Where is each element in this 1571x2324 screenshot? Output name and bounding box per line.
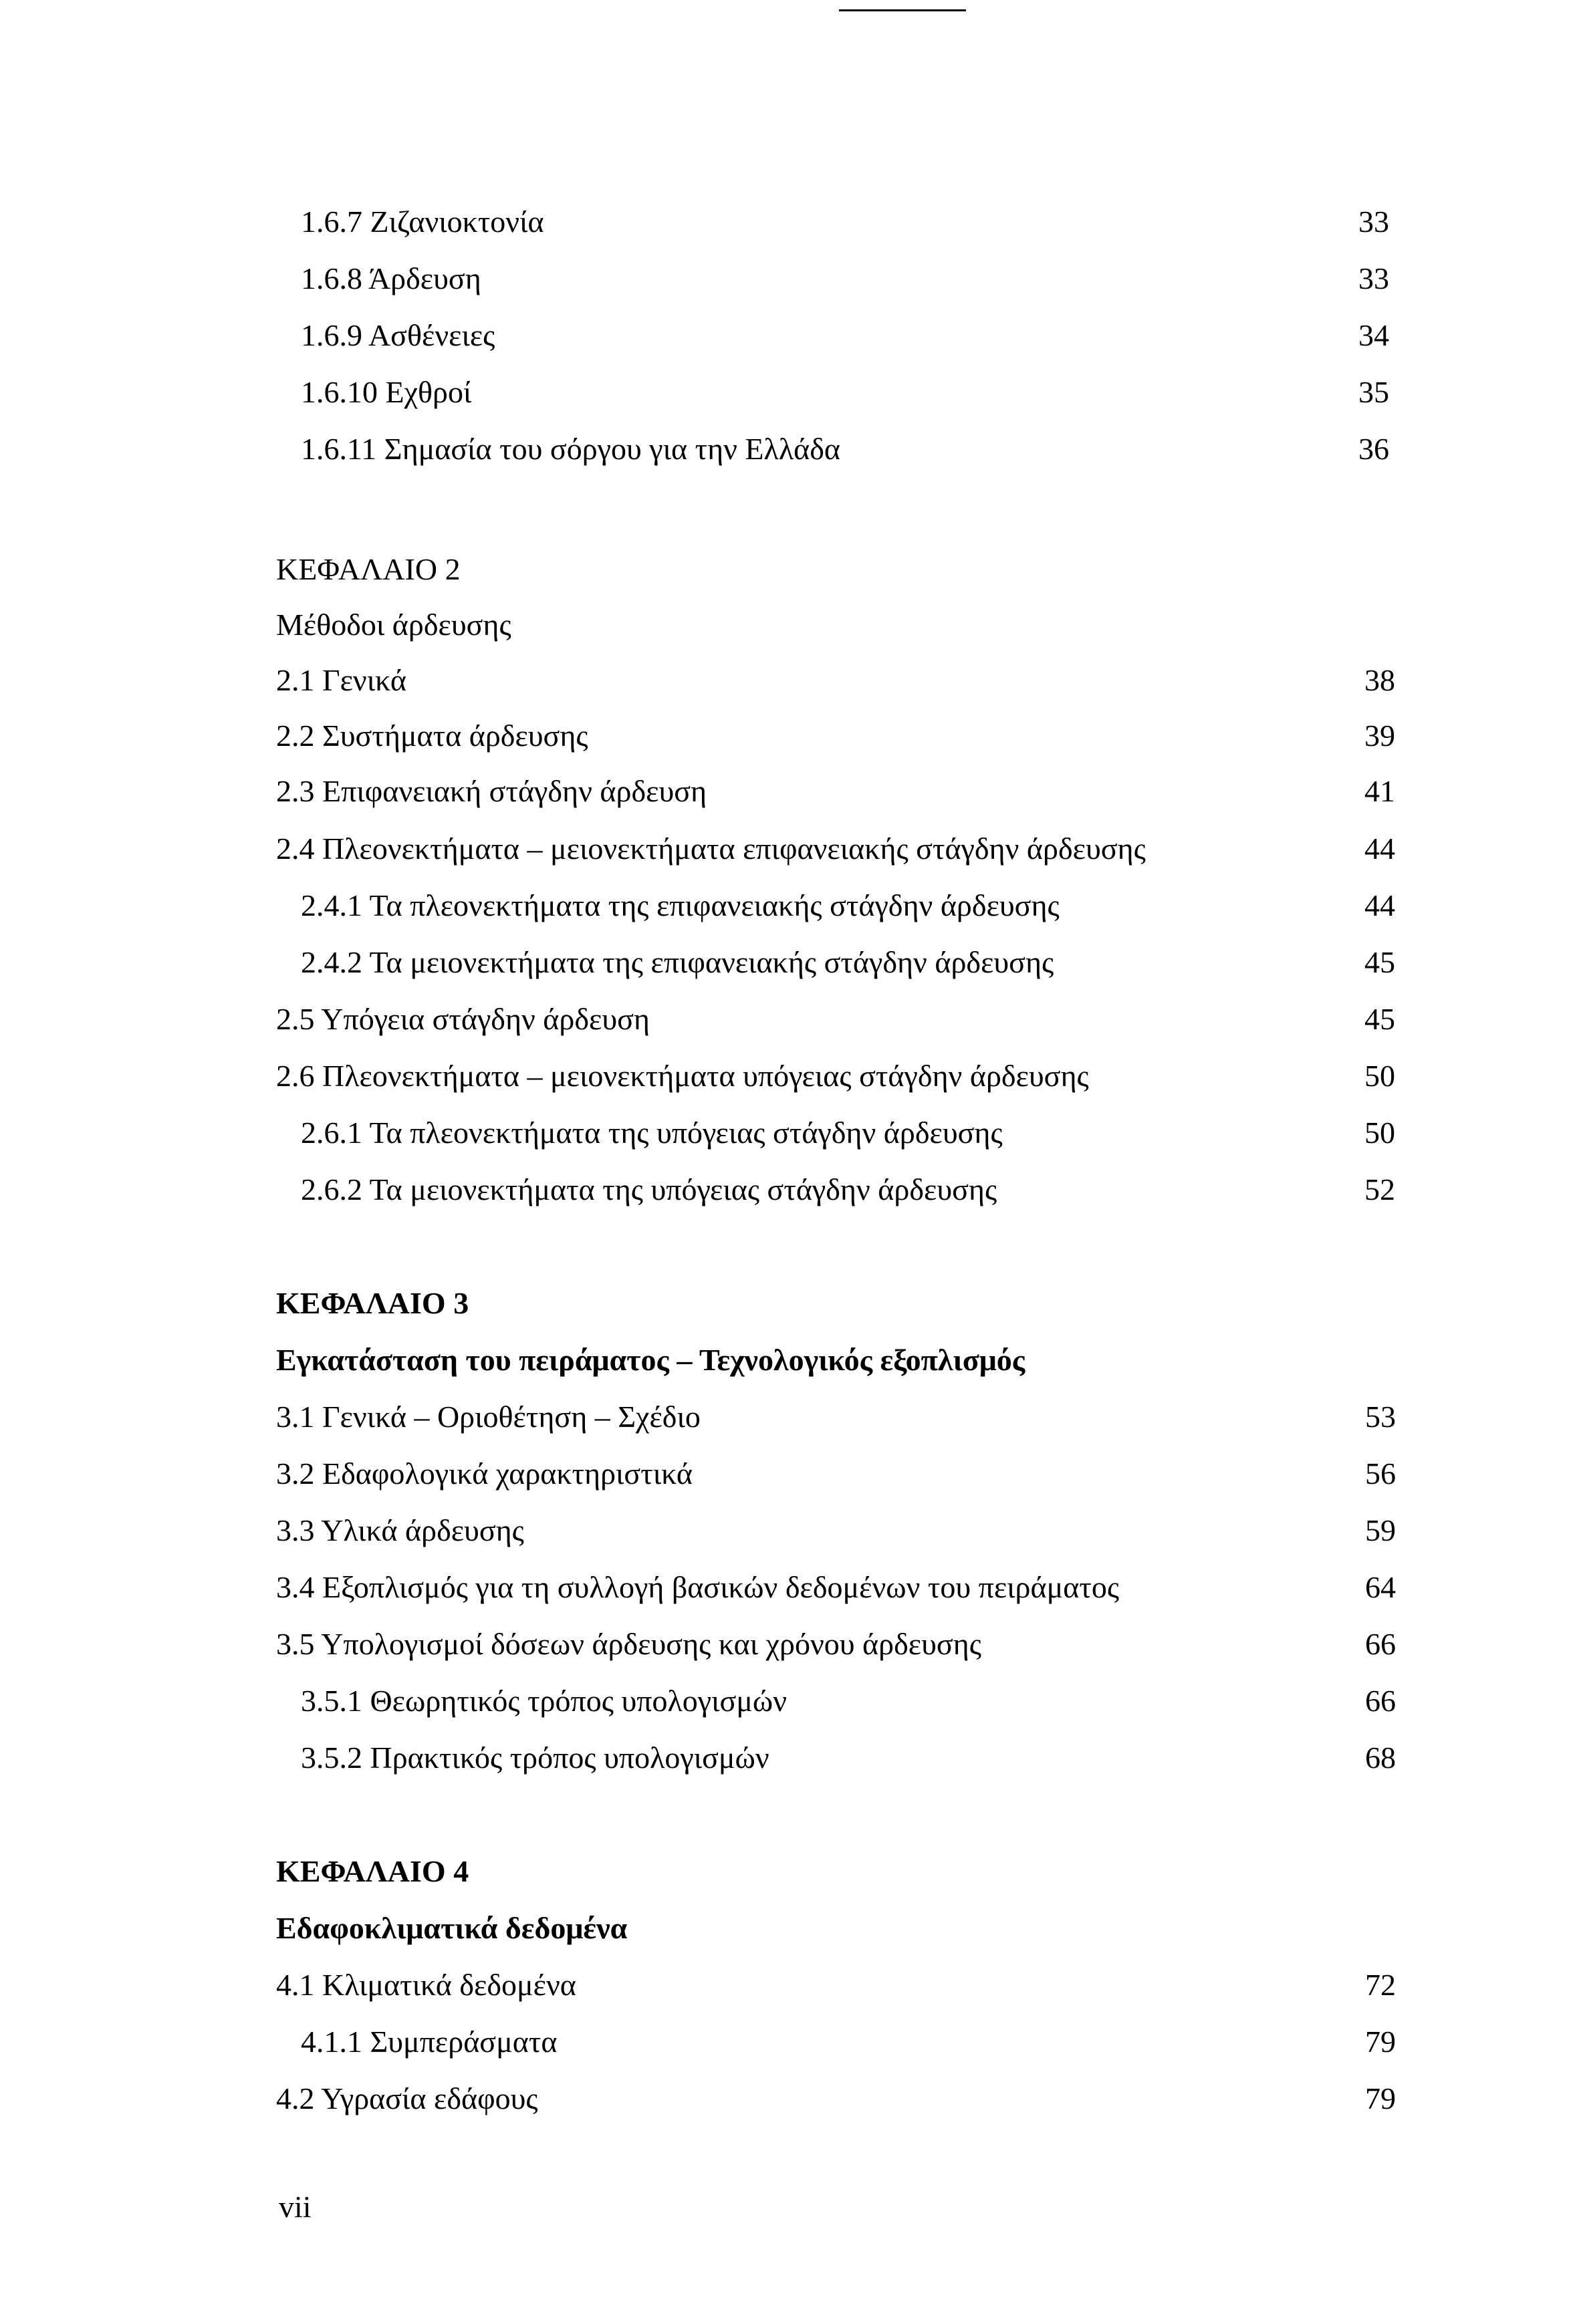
toc-entry-page: 79 [1365, 2025, 1396, 2059]
toc-entry-title: 2.1 Γενικά [276, 663, 406, 697]
toc-entry[interactable] [0, 660, 1571, 700]
toc-entry-page: 38 [1364, 663, 1395, 697]
toc-entry-title: 1.6.7 Ζιζανιοκτονία [301, 205, 544, 239]
toc-entry-page: 50 [1364, 1116, 1395, 1150]
toc-entry[interactable] [0, 1624, 1571, 1664]
chapter-title: Εγκατάσταση του πειράματος – Τεχνολογικός εξοπλισμός [276, 1343, 1025, 1377]
chapter-title: Μέθοδοι άρδευσης [276, 608, 511, 642]
toc-entry-title: 3.4 Εξοπλισμός για τη συλλογή βασικών δεδομένων του πειράματος [276, 1570, 1120, 1604]
toc-entry-page: 53 [1365, 1400, 1396, 1434]
toc-entry[interactable] [0, 1056, 1571, 1096]
toc-entry[interactable] [0, 429, 1571, 469]
toc-entry[interactable] [0, 259, 1571, 299]
toc-entry[interactable] [0, 716, 1571, 756]
toc-entry[interactable] [0, 315, 1571, 356]
toc-entry-page: 35 [1358, 375, 1389, 409]
toc-entry[interactable] [0, 1738, 1571, 1778]
toc-entry-title: 1.6.10 Εχθροί [301, 375, 472, 409]
toc-entry-page: 56 [1365, 1456, 1396, 1491]
toc-entry[interactable] [0, 1511, 1571, 1551]
toc-entry-title: 2.4 Πλεονεκτήματα – μειονεκτήματα επιφανειακής στάγδην άρδευσης [276, 831, 1146, 866]
toc-entry[interactable] [0, 1681, 1571, 1721]
toc-entry[interactable] [0, 1454, 1571, 1494]
toc-entry-page: 68 [1365, 1740, 1396, 1775]
toc-entry-title: 2.5 Υπόγεια στάγδην άρδευση [276, 1002, 650, 1036]
toc-entry-title: 3.5.2 Πρακτικός τρόπος υπολογισμών [301, 1740, 769, 1775]
toc-entry-title: 3.3 Υλικά άρδευσης [276, 1513, 524, 1547]
toc-entry-title: 4.2 Υγρασία εδάφους [276, 2081, 538, 2115]
page-number: vii [279, 2190, 312, 2224]
toc-entry-page: 45 [1364, 945, 1395, 979]
toc-entry[interactable] [0, 771, 1571, 811]
chapter-label: ΚΕΦΑΛΑΙΟ 2 [276, 552, 461, 586]
toc-entry[interactable] [0, 886, 1571, 926]
toc-entry[interactable] [0, 1113, 1571, 1153]
toc-entry-title: 4.1.1 Συμπεράσματα [301, 2025, 558, 2059]
toc-entry-page: 64 [1365, 1570, 1396, 1604]
toc-entry[interactable] [0, 829, 1571, 869]
toc-entry-page: 33 [1358, 205, 1389, 239]
toc-entry-title: 2.6 Πλεονεκτήματα – μειονεκτήματα υπόγειας στάγδην άρδευσης [276, 1059, 1089, 1093]
toc-entry[interactable] [0, 999, 1571, 1039]
toc-entry-title: 3.2 Εδαφολογικά χαρακτηριστικά [276, 1456, 693, 1491]
toc-entry-page: 45 [1364, 1002, 1395, 1036]
toc-entry-title: 2.6.2 Τα μειονεκτήματα της υπόγειας στάγδην άρδευσης [301, 1172, 997, 1206]
toc-entry-page: 44 [1364, 888, 1395, 922]
toc-entry[interactable] [0, 1567, 1571, 1607]
toc-entry-title: 2.4.1 Τα πλεονεκτήματα της επιφανειακής στάγδην άρδευσης [301, 888, 1060, 922]
toc-entry-title: 3.5 Υπολογισμοί δόσεων άρδευσης και χρόνου άρδευσης [276, 1627, 981, 1661]
toc-entry-page: 50 [1364, 1059, 1395, 1093]
toc-entry-page: 59 [1365, 1513, 1396, 1547]
toc-entry[interactable] [0, 1397, 1571, 1437]
chapter-title: Εδαφοκλιματικά δεδομένα [276, 1911, 628, 1945]
toc-entry-title: 2.3 Επιφανειακή στάγδην άρδευση [276, 774, 707, 808]
toc-entry[interactable] [0, 942, 1571, 983]
toc-entry[interactable] [0, 1170, 1571, 1210]
toc-entry-title: 4.1 Κλιματικά δεδομένα [276, 1968, 576, 2002]
toc-entry[interactable] [0, 372, 1571, 412]
toc-entry-title: 3.5.1 Θεωρητικός τρόπος υπολογισμών [301, 1684, 787, 1718]
toc-entry-page: 66 [1365, 1627, 1396, 1661]
toc-entry-title: 2.4.2 Τα μειονεκτήματα της επιφανειακής στάγδην άρδευσης [301, 945, 1054, 979]
toc-entry-page: 72 [1365, 1968, 1396, 2002]
toc-entry-page: 52 [1364, 1172, 1395, 1206]
toc-entry-page: 66 [1365, 1684, 1396, 1718]
toc-entry-page: 79 [1365, 2081, 1396, 2115]
toc-entry-page: 33 [1358, 261, 1389, 295]
toc-entry-title: 2.2 Συστήματα άρδευσης [276, 719, 588, 753]
top-rule [839, 9, 966, 11]
toc-entry-title: 1.6.9 Ασθένειες [301, 318, 495, 352]
toc-entry-page: 36 [1358, 432, 1389, 466]
toc-entry-title: 1.6.11 Σημασία του σόργου για την Ελλάδα [301, 432, 840, 466]
toc-entry-page: 39 [1364, 719, 1395, 753]
toc-entry[interactable] [0, 2022, 1571, 2062]
toc-entry-title: 1.6.8 Άρδευση [301, 261, 481, 295]
toc-entry-page: 44 [1364, 831, 1395, 866]
chapter-label: ΚΕΦΑΛΑΙΟ 3 [276, 1286, 469, 1320]
chapter-label: ΚΕΦΑΛΑΙΟ 4 [276, 1854, 469, 1888]
toc-entry[interactable] [0, 2079, 1571, 2119]
toc-entry-title: 3.1 Γενικά – Οριοθέτηση – Σχέδιο [276, 1400, 701, 1434]
toc-entry[interactable] [0, 1965, 1571, 2005]
toc-entry-page: 34 [1358, 318, 1389, 352]
toc-entry[interactable] [0, 202, 1571, 242]
toc-entry-title: 2.6.1 Τα πλεονεκτήματα της υπόγειας στάγδην άρδευσης [301, 1116, 1003, 1150]
toc-entry-page: 41 [1364, 774, 1395, 808]
